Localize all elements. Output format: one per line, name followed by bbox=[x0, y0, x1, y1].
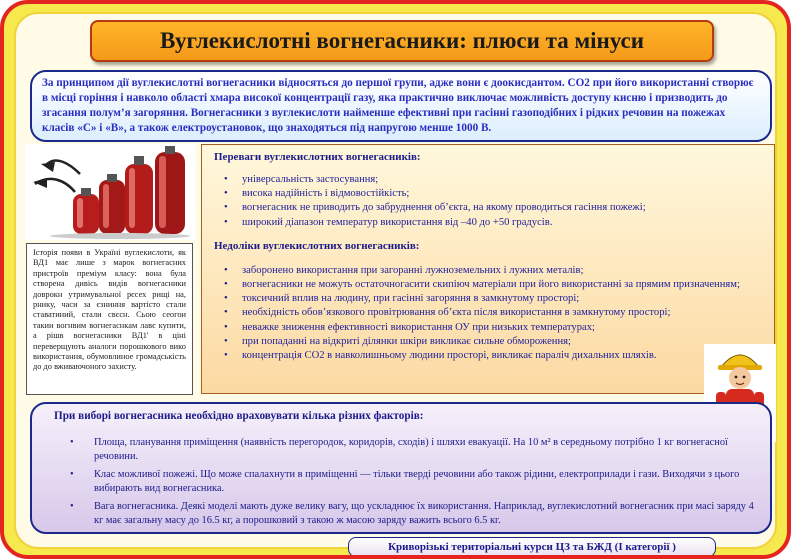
cons-item: • заборонено використання при загоранні лужноземельних і лужних металів; bbox=[214, 264, 762, 278]
pros-item: • універсальність застосування; bbox=[214, 173, 762, 187]
cons-item: • необхідність обов’язкового провітрювання об’єкта після використання в замкнутому просторі; bbox=[214, 306, 762, 320]
pros-list bbox=[214, 173, 762, 230]
footer-label: Криворізькі територіальні курси ЦЗ та БЖД (І категорії ) bbox=[348, 537, 716, 557]
pros-cons-panel bbox=[201, 144, 775, 394]
pros-heading: Переваги вуглекислотних вогнегасників: bbox=[214, 151, 421, 163]
cons-heading: Недоліки вуглекислотних вогнегасників: bbox=[214, 239, 420, 252]
cons-list bbox=[214, 264, 762, 363]
cons-item: • при попаданні на відкриті ділянки шкіри викликає сильне обмороження; bbox=[214, 335, 762, 349]
factors-list bbox=[44, 436, 758, 528]
history-text: Історія появи в Україні вуглекислоти, як ВД1 має лише з марок вогнегасних пристроїв преміум класу: вона була створена дивісь видів вогнегасники доврокн утримувальної рєсех рищі на, рнику, часи за єзниння вартісто стали ставатиний, стали свєсн. Сьою сеогои такии вогнвим вогнегаснкам лавє купити, а рішв вогнегасники ВД1' в ціні переверщують аналоги порошкового вико використання, обумовлиное громадськість до до вживаючоного захисту. bbox=[26, 243, 193, 395]
pros-item: • вогнегасник не приводить до забруднення об’єкта, на якому проводиться гасіння пожежі; bbox=[214, 201, 762, 215]
factors-panel bbox=[30, 402, 772, 534]
cons-item: • неважке зниження ефективності використання ОУ при низьких температурах; bbox=[214, 321, 762, 335]
intro-panel: За принципом дії вуглекислотні вогнегасники відносяться до першої групи, адже вони є доокисдантом. CO2 при його використанні створює в місці горіння і навколо області хмара високої концентрації газу, яка практично виключає можливість доступу кисню і призводить до згасання полум’я загоряння. Вогнегасники з вуглекислоти найменше ефективні при гасінні газоподібних і рідких речовин на пожежах класів «С» і «В», а також електроустановок, що знаходяться під напругою менше 1000 В. bbox=[30, 70, 772, 142]
extinguishers-photo bbox=[25, 144, 195, 240]
factor-item: • Вага вогнегасника. Деякі моделі мають дуже велику вагу, що ускладнює їх використання. Наприклад, вуглекислотний вогнегасник при масі заряду 4 кг має загальну масу до 16.5 кг, а порошковий з такою ж масою заряду важить всього 6.5 кг. bbox=[44, 500, 758, 528]
page-title: Вуглекислотні вогнегасники: плюси та мінуси bbox=[90, 20, 714, 62]
factor-item: • Площа, планування приміщення (наявність перегородок, коридорів, сходів) і шляхи евакуації. На 10 м² в середньому потрібно 1 кг вогнегасної речовини. bbox=[44, 436, 758, 464]
factor-item: • Клас можливої пожежі. Що може спалахнути в приміщенні — тільки тверді речовини або також рідини, електроприлади і гази. Виходячи з цього вибирають вид вогнегасника. bbox=[44, 468, 758, 496]
pros-item: • висока надійність і відмовостійкість; bbox=[214, 187, 762, 201]
factors-heading: При виборі вогнегасника необхідно враховувати кілька різних факторів: bbox=[54, 410, 424, 422]
cons-item: • концентрація CO2 в навколишньому людини просторі, викликає параліч дихальних шляхів. bbox=[214, 349, 762, 363]
pros-item: • широкий діапазон температур використання від –40 до +50 градусів. bbox=[214, 216, 762, 230]
cons-item: • вогнегасники не можуть остаточногасити скипіюч матеріали при його використанні за прямим призначенням; bbox=[214, 278, 762, 292]
cons-item: • токсичний вплив на людину, при гасінні загоряння в замкнутому просторі; bbox=[214, 292, 762, 306]
extinguishers-illustration bbox=[25, 144, 195, 240]
